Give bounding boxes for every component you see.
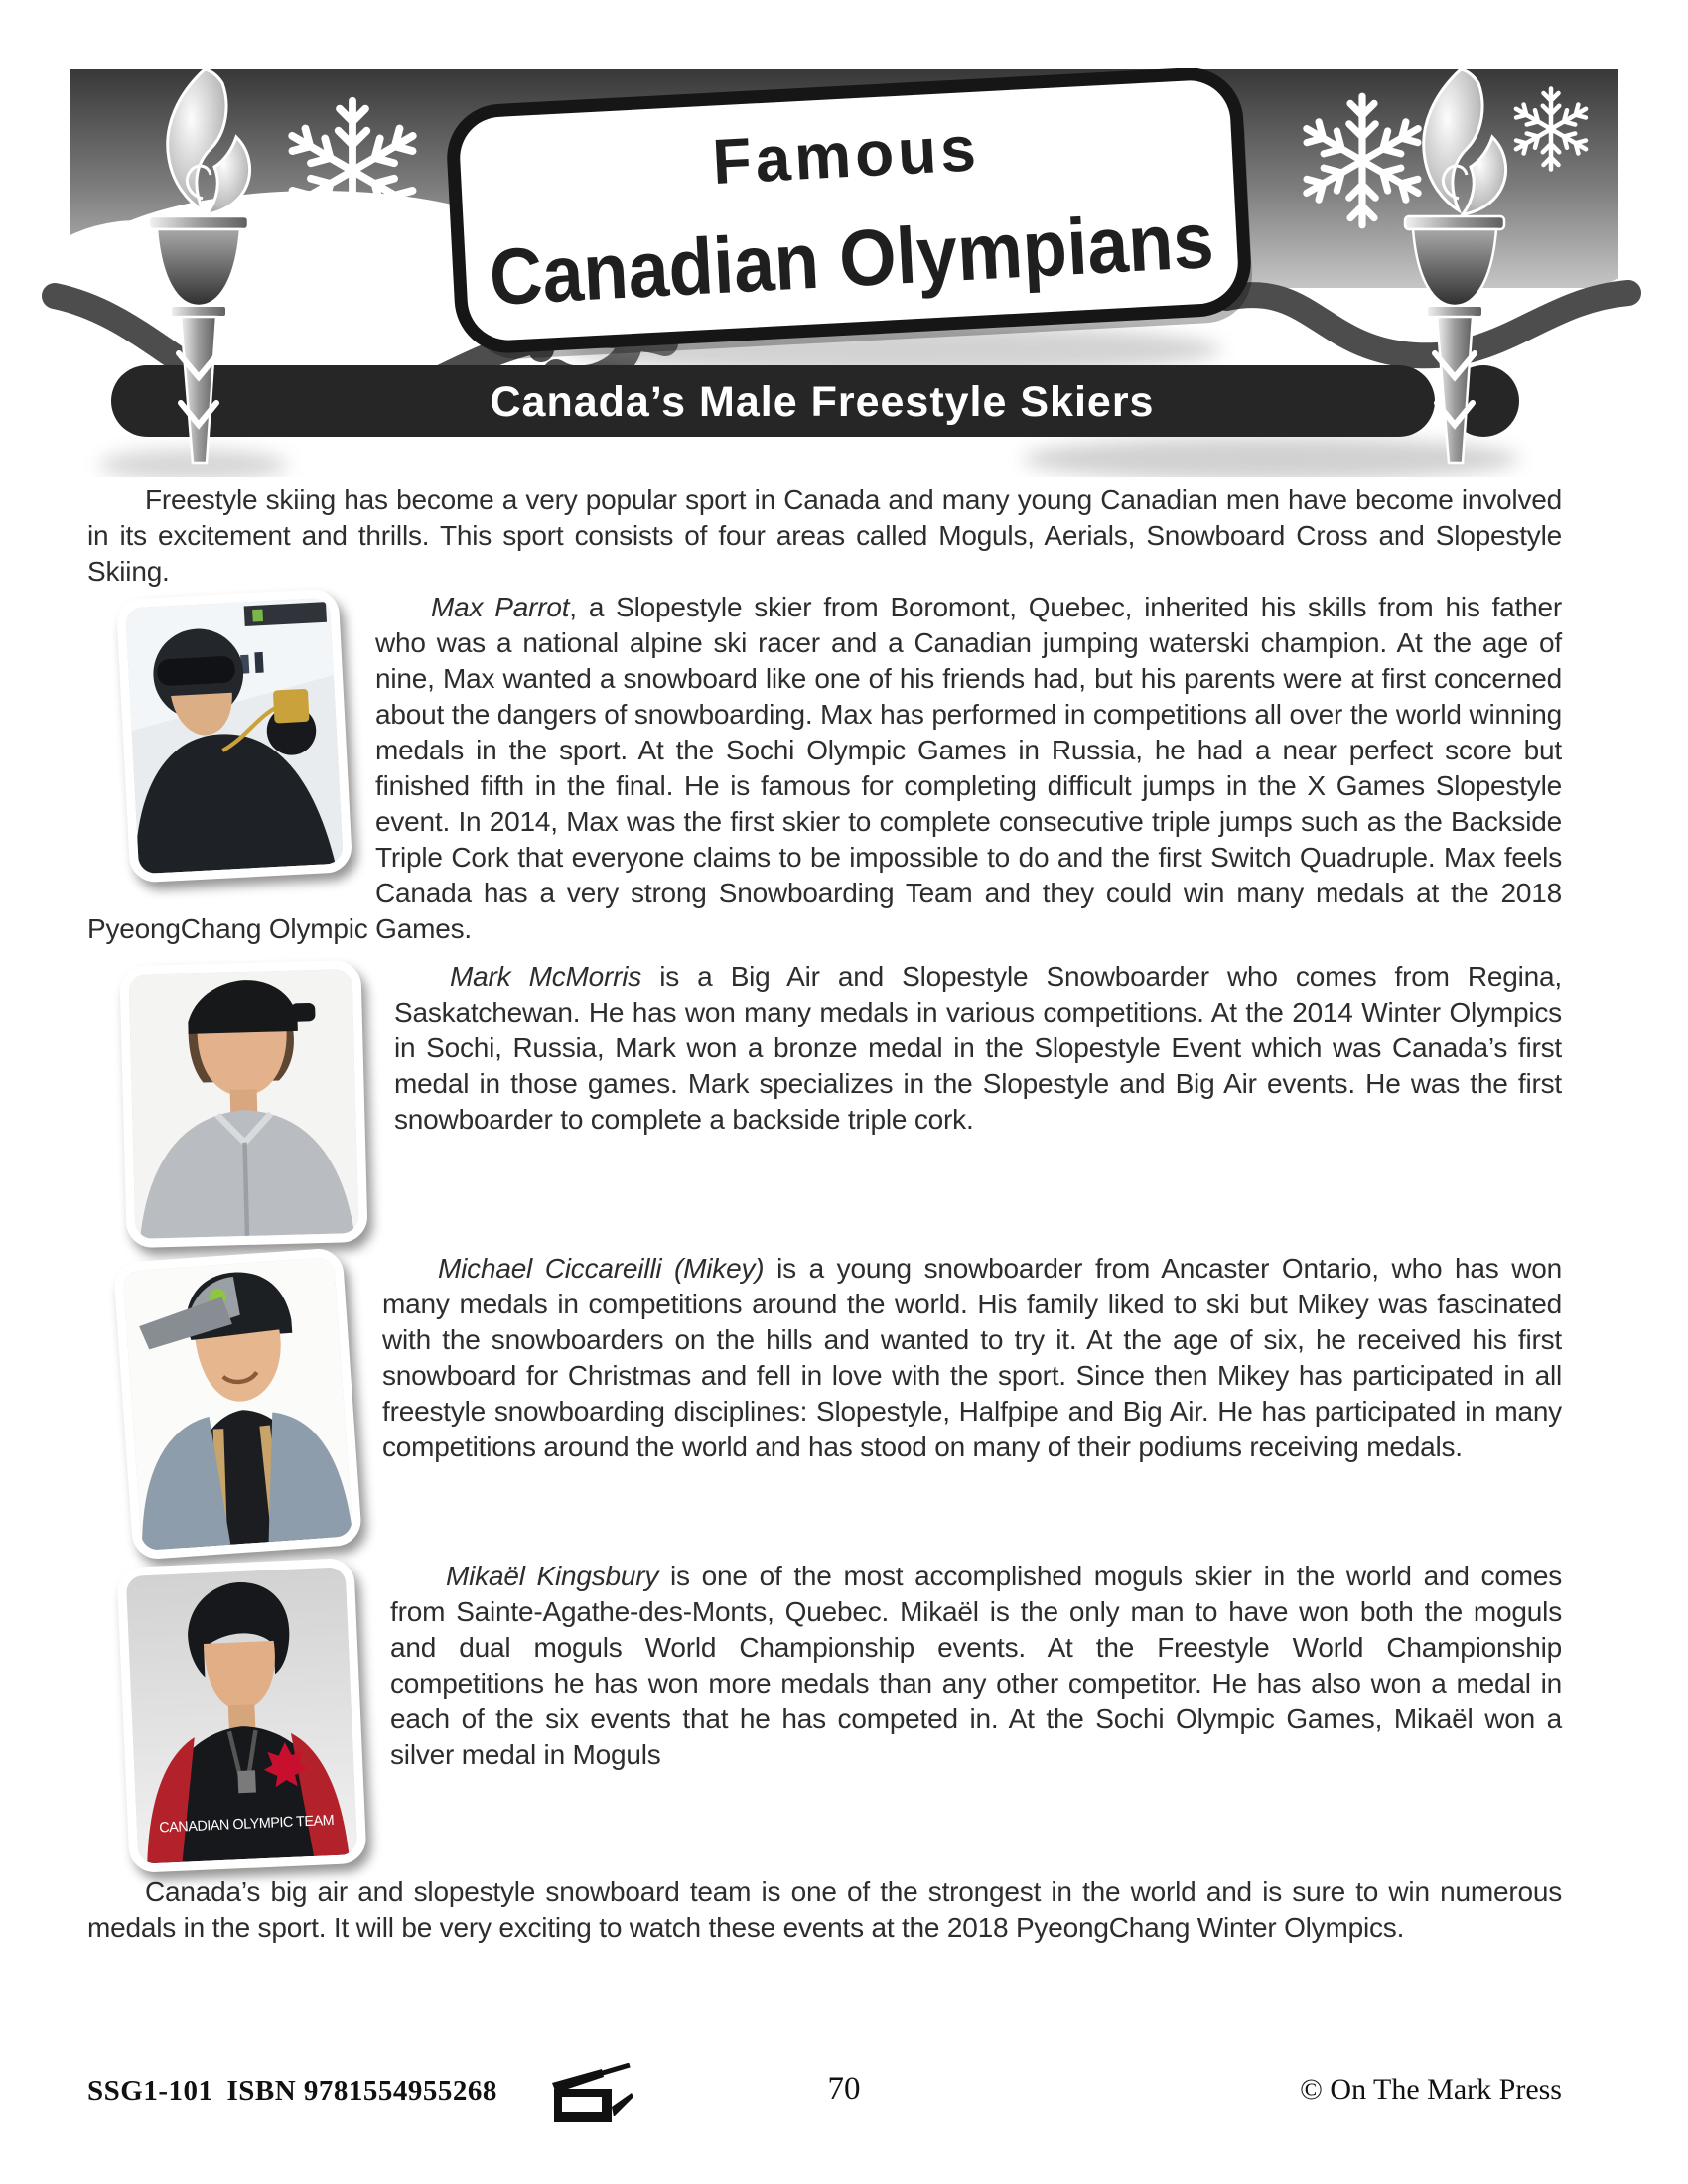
copyright-text: © On The Mark Press xyxy=(1300,2073,1562,2106)
bio-body: , a Slopestyle skier from Boromont, Quebec, inherited his skills from his father who was a national alpine ski racer and a Canadian jumping waterski champion. At the age of nine, Max wanted a snowboard like one of his friends had, but his parents were at first concerned about the dangers of snowboarding. Max has performed in competitions all over the world winning medals in the sport. At the Sochi Olympic Games in Russia, he had a near perfect score but finished fifth in the final. He is famous for completing difficult jumps in the X Games Slopestyle event. In 2014, Max was the first skier to complete consecutive triple jumps such as the Backside Triple Cork that everyone claims to be impossible to do and the first Switch Quadruple. Max feels Canada has a very strong Snowboarding Team and they could win many medals at the 2018 PyeongChang Olympic Games. xyxy=(87,592,1562,944)
bio-section-michael-ciccareilli xyxy=(87,1251,1562,1465)
bio-section-mark-mcmorris xyxy=(87,959,1562,1138)
article-body xyxy=(87,482,1562,1946)
page-title-line1: Famous xyxy=(710,112,982,199)
header-banner xyxy=(0,0,1688,477)
bio-section-max-parrot xyxy=(87,590,1562,947)
bio-body: is a young snowboarder from Ancaster Ontario, who has won many medals in competitions around the world. His family liked to ski but Mikey was fascinated with the snowboarders on the hills and wanted to try it. At the age of six, he received his first snowboard for Christmas and fell in love with the sport. Since then Mikey has participated in all freestyle snowboarding disciplines: Slopestyle, Halfpipe and Big Air. He has participated in many competitions around the world and has stood on many of their podiums receiving medals. xyxy=(382,1253,1562,1462)
mark-mcmorris-photo xyxy=(123,963,364,1245)
closing-paragraph: Canada’s big air and slopestyle snowboard team is one of the strongest in the world and is sure to win numerous medals in the sport. It will be very exciting to watch these events at the 2018 PyeongChang Winter Olympics. xyxy=(87,1876,1562,1943)
max-parrot-photo xyxy=(123,594,346,878)
max-parrot-portrait-illustration xyxy=(125,598,344,874)
mikael-kingsbury-photo xyxy=(123,1563,360,1868)
subtitle-text: Canada’s Male Freestyle Skiers xyxy=(490,378,1155,426)
mark-mcmorris-portrait-illustration xyxy=(129,969,359,1239)
page-title-line2: Canadian Olympians xyxy=(487,192,1277,322)
bio-name: Max Parrot xyxy=(431,592,570,622)
page-footer xyxy=(0,2063,1688,2152)
title-plate xyxy=(451,71,1277,361)
subtitle-bar xyxy=(111,365,1519,437)
bio-name: Mikaël Kingsbury xyxy=(446,1561,659,1591)
michael-ciccareilli-photo xyxy=(123,1255,352,1553)
page-number: 70 xyxy=(827,2071,861,2107)
bio-body: is one of the most accomplished moguls skier in the world and comes from Sainte-Agathe-des-Monts, Quebec. Mikaël is the only man to have won both the moguls and dual moguls World Championship events. At the Freestyle World Championship competitions he has won more medals than any other competitor. He has also won a medal in each of the six events that he has competed in. At the Sochi Olympic Games, Mikaël won a silver medal in Moguls xyxy=(390,1561,1563,1770)
isbn-text: ISBN 9781554955268 xyxy=(226,2075,497,2107)
michael-ciccareilli-portrait-illustration xyxy=(122,1257,352,1551)
bio-name: Michael Ciccareilli (Mikey) xyxy=(438,1253,765,1284)
bio-name: Mark McMorris xyxy=(450,961,642,992)
bio-body: is a Big Air and Slopestyle Snowboarder who comes from Regina, Saskatchewan. He has won many medals in various competitions. At the 2014 Winter Olympics in Sochi, Russia, Mark won a bronze medal in the Slopestyle Event which was Canada’s first medal in those games. Mark specializes in the Slopestyle and Big Air events. He was the first snowboarder to complete a backside triple cork. xyxy=(394,961,1562,1135)
intro-paragraph: Freestyle skiing has become a very popular sport in Canada and many young Canadian men have become involved in its excitement and thrills. This sport consists of four areas called Moguls, Aerials, Snowboard Cross and Slopestyle Skiing. xyxy=(87,484,1562,587)
mikael-kingsbury-portrait-illustration xyxy=(126,1567,357,1863)
jersey-text: CANADIAN OLYMPIC TEAM xyxy=(159,1812,335,1837)
bio-section-mikael-kingsbury xyxy=(87,1559,1563,1837)
sku-text: SSG1-101 xyxy=(87,2075,213,2107)
